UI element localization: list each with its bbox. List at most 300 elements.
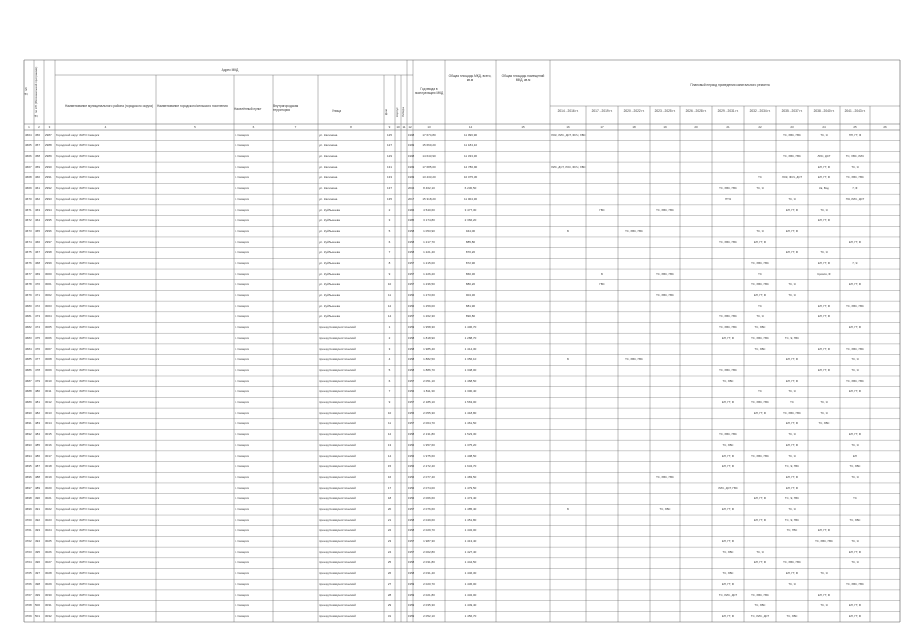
cell-y1: Б	[567, 506, 569, 511]
cell-y8: ЕП, ГТ, Ф	[785, 421, 799, 426]
cell-reg: 495	[35, 549, 41, 554]
cell-area: 2 185,10	[423, 400, 435, 405]
cell-y6: ЛИС, ДСТ, ГВС	[718, 485, 738, 490]
cell-house: 28	[387, 592, 392, 597]
cell-num: 4706	[25, 581, 32, 586]
column-number: 19	[663, 124, 667, 129]
cell-mun: Городской округ ЗАТО Северск	[56, 592, 100, 597]
cell-y10: ТС	[853, 496, 857, 501]
header-locality: Населённый пункт	[234, 107, 262, 111]
cell-y7: ЕП, ГТ, Ф	[753, 239, 767, 244]
cell-y7: ТС	[758, 303, 762, 308]
header-letter-text: Литера	[401, 107, 405, 117]
year-period-header: 2017 - 2019 гг.	[591, 109, 613, 113]
cell-num: 4683	[25, 335, 32, 340]
cell-reg: 478	[35, 367, 41, 372]
cell-mun: Городской округ ЗАТО Северск	[56, 603, 100, 608]
cell-y6: ТС, ХВС	[722, 571, 734, 576]
cell-street: проезд Коммунистический	[319, 581, 356, 586]
cell-loc: г. Северск	[235, 207, 249, 212]
cell-id: 3022	[45, 506, 52, 511]
cell-house: 131	[386, 164, 392, 169]
cell-area: 1 262,30	[423, 314, 435, 319]
cell-y6: ТС, ХВС, ГВС	[719, 314, 737, 319]
cell-area: 2 049,60	[423, 517, 435, 522]
cell-y8: ЕП, ГТ, Ф	[785, 357, 799, 362]
header-corpus	[395, 100, 400, 124]
cell-num: 4703	[25, 549, 32, 554]
cell-reg: 464	[35, 218, 41, 223]
header-address-group: Адрес МКД	[221, 68, 239, 72]
cell-y10: ТС, ХВС	[849, 517, 861, 522]
cell-year: 1957	[408, 506, 415, 511]
cell-reg: 462	[35, 196, 41, 201]
cell-mun: Городской округ ЗАТО Северск	[56, 464, 100, 469]
cell-y8: ТС, Э	[788, 196, 796, 201]
cell-y9: Кв, Вод	[819, 186, 829, 191]
cell-street: ул. Куйбышева	[319, 282, 340, 287]
cell-y10: ТС, ХВС, ГВС	[846, 581, 864, 586]
cell-mun: Городской округ ЗАТО Северск	[56, 378, 100, 383]
cell-street: проезд Коммунистический	[319, 346, 356, 351]
cell-y6: ТС, ХВС, ГВС	[719, 367, 737, 372]
cell-street: проезд Коммунистический	[319, 613, 356, 618]
cell-year: 1957	[408, 282, 415, 287]
cell-area: 1 053,90	[423, 228, 435, 233]
cell-y10: ЕП, ГТ, Ф	[848, 325, 862, 330]
cell-loc: г. Северск	[235, 260, 249, 265]
cell-reg: 468	[35, 260, 41, 265]
cell-y9: Кровля, Ф	[817, 271, 831, 276]
cell-y7: ТС, ХВС, ГВС	[751, 400, 769, 405]
cell-house: 23	[387, 539, 392, 544]
cell-area: 1 886,70	[423, 367, 435, 372]
cell-house: 1	[388, 325, 391, 330]
cell-loc: г. Северск	[235, 293, 249, 298]
cell-reg: 493	[35, 528, 41, 533]
cell-id: 3018	[45, 464, 52, 469]
cell-area2: 1 473,40	[464, 496, 477, 501]
cell-loc: г. Северск	[235, 389, 249, 394]
cell-y7: ТС, ХВС, ГВС	[751, 453, 769, 458]
cell-year: 1957	[408, 378, 415, 383]
header-funds: Общая площадь помещений МКД, кв.м	[501, 74, 545, 82]
cell-street: проезд Коммунистический	[319, 560, 356, 565]
cell-id: 3029	[45, 581, 52, 586]
cell-y10: ЕП, ГТ, Ф	[848, 613, 862, 618]
cell-loc: г. Северск	[235, 400, 249, 405]
year-period-header: 2038 - 2040 гг.	[813, 109, 835, 113]
cell-mun: Городской округ ЗАТО Северск	[56, 186, 100, 191]
cell-y2: Б	[601, 271, 603, 276]
cell-year: 1958	[408, 250, 415, 255]
cell-num: 4668	[25, 175, 32, 180]
cell-num: 4685	[25, 357, 32, 362]
cell-loc: г. Северск	[235, 271, 249, 276]
year-period-header: 2023 - 2025 гг.	[654, 109, 676, 113]
cell-street: проезд Коммунистический	[319, 464, 356, 469]
cell-y9: ТС, Э	[820, 603, 828, 608]
cell-id: 2999	[45, 260, 52, 265]
cell-id: 2997	[45, 239, 52, 244]
cell-id: 3005	[45, 325, 52, 330]
cell-num: 4690	[25, 410, 32, 415]
cell-area2: 1 432,00	[464, 592, 477, 597]
cell-loc: г. Северск	[235, 367, 249, 372]
cell-num: 4669	[25, 186, 32, 191]
cell-y9: ТС, ХВС	[818, 421, 830, 426]
cell-house: 7	[388, 389, 391, 394]
cell-loc: г. Северск	[235, 228, 249, 233]
cell-area2: 1 406,70	[464, 325, 477, 330]
cell-area2: 870,20	[465, 250, 476, 255]
cell-street: ул. Куйбышева	[319, 260, 340, 265]
cell-loc: г. Северск	[235, 410, 249, 415]
cell-id: 3003	[45, 303, 52, 308]
cell-loc: г. Северск	[235, 175, 249, 180]
cell-area: 4 540,60	[423, 207, 435, 212]
cell-mun: Городской округ ЗАТО Северск	[56, 549, 100, 554]
year-period-header: 2032 - 2034 гг.	[749, 109, 771, 113]
header-num	[24, 60, 32, 124]
cell-y9: ТС, Э	[820, 400, 828, 405]
cell-house: 12	[387, 432, 392, 437]
cell-loc: г. Северск	[235, 506, 249, 511]
cell-num: 4708	[25, 603, 32, 608]
cell-area2: 2 366,20	[464, 218, 477, 223]
cell-y10: ТС, Э	[851, 539, 859, 544]
cell-y7: ТС, Э	[756, 549, 764, 554]
header-year: Год ввода в эксплуатацию МКД	[414, 87, 444, 95]
cell-house: 127	[386, 143, 392, 148]
column-number: 18	[632, 124, 636, 129]
cell-reg: 456	[35, 132, 41, 137]
cell-mun: Городской округ ЗАТО Северск	[56, 367, 100, 372]
column-number: 10	[396, 124, 400, 129]
cell-y4: ТС, ХВС, ГВС	[656, 271, 674, 276]
cell-loc: г. Северск	[235, 218, 249, 223]
cell-y8: ЛОК, ФСЧ, ДСТ	[781, 175, 803, 180]
cell-reg: 484	[35, 432, 41, 437]
cell-street: проезд Коммунистический	[319, 400, 356, 405]
cell-area2: 1 348,00	[464, 367, 477, 372]
cell-street: проезд Коммунистический	[319, 367, 356, 372]
cell-num: 4670	[25, 196, 32, 201]
cell-loc: г. Северск	[235, 432, 249, 437]
cell-loc: г. Северск	[235, 346, 249, 351]
column-number: 15	[521, 124, 525, 129]
cell-area2: 890,80	[465, 314, 476, 319]
cell-loc: г. Северск	[235, 453, 249, 458]
cell-num: 4675	[25, 250, 32, 255]
cell-y8: ТС, Э, ГВС	[784, 496, 800, 501]
cell-year: 1958	[408, 432, 415, 437]
cell-year: 1985	[408, 218, 415, 223]
cell-y7: ЕП, ГТ, Ф	[753, 517, 767, 522]
cell-area: 1 985,40	[423, 346, 435, 351]
cell-street: проезд Коммунистический	[319, 603, 356, 608]
cell-id: 3001	[45, 282, 52, 287]
cell-loc: г. Северск	[235, 132, 249, 137]
cell-area2: 1 408,50	[464, 453, 477, 458]
cell-area: 2 076,60	[423, 506, 435, 511]
cell-mun: Городской округ ЗАТО Северск	[56, 506, 100, 511]
cell-y7: ЕП, ГТ, Ф	[753, 496, 767, 501]
cell-loc: г. Северск	[235, 474, 249, 479]
cell-street: проезд Коммунистический	[319, 592, 356, 597]
cell-id: 2990	[45, 164, 52, 169]
cell-year: 1958	[408, 346, 415, 351]
cell-area: 1 818,90	[423, 335, 435, 340]
cell-area2: 1 414,30	[464, 346, 477, 351]
cell-reg: 497	[35, 571, 41, 576]
cell-area: 13 433,20	[422, 175, 436, 180]
cell-reg: 498	[35, 581, 41, 586]
cell-y9: ТС, Э	[820, 571, 828, 576]
cell-area2: 1 444,50	[464, 560, 477, 565]
cell-mun: Городской округ ЗАТО Северск	[56, 357, 100, 362]
cell-reg: 461	[35, 186, 41, 191]
cell-house: 16	[387, 474, 392, 479]
cell-mun: Городской округ ЗАТО Северск	[56, 613, 100, 618]
cell-y8: ТС, Э	[788, 432, 796, 437]
cell-house: 129	[386, 154, 392, 159]
cell-num: 4681	[25, 314, 32, 319]
cell-reg: 499	[35, 592, 41, 597]
cell-mun: Городской округ ЗАТО Северск	[56, 196, 100, 201]
cell-loc: г. Северск	[235, 282, 249, 287]
cell-area2: 3 477,30	[464, 207, 477, 212]
cell-loc: г. Северск	[235, 592, 249, 597]
cell-area2: 885,80	[465, 239, 476, 244]
cell-id: 3004	[45, 314, 52, 319]
cell-reg: 482	[35, 410, 41, 415]
cell-loc: г. Северск	[235, 335, 249, 340]
cell-y8: ЕП, ГТ, Ф	[785, 250, 799, 255]
cell-y8: ТС	[790, 400, 794, 405]
cell-year: 1959	[408, 603, 415, 608]
cell-loc: г. Северск	[235, 154, 249, 159]
cell-y6: ТС, ХВС, ГВС	[719, 239, 737, 244]
cell-y8: ЕП, ГТ, Ф	[785, 378, 799, 383]
cell-y9: ТС, Э	[820, 410, 828, 415]
cell-y10: ЕП, ГТ, Ф	[848, 432, 862, 437]
cell-house: 135	[386, 196, 392, 201]
cell-y9: ЕП, ГТ, Ф	[817, 175, 831, 180]
cell-year: 1999	[408, 175, 415, 180]
cell-y8: ТС, ХВС, ГВС	[783, 410, 801, 415]
cell-area2: 1 451,80	[464, 517, 477, 522]
cell-mun: Городской округ ЗАТО Северск	[56, 132, 100, 137]
column-number: 4	[104, 124, 107, 129]
cell-house: 2	[388, 207, 391, 212]
cell-house: 29	[387, 603, 392, 608]
cell-mun: Городской округ ЗАТО Северск	[56, 421, 100, 426]
cell-y8: ТС, Э, ГВС	[784, 517, 800, 522]
cell-reg: 486	[35, 453, 41, 458]
cell-id: 3025	[45, 539, 52, 544]
cell-area: 2 052,10	[423, 613, 435, 618]
cell-street: проезд Коммунистический	[319, 378, 356, 383]
cell-mun: Городской округ ЗАТО Северск	[56, 303, 100, 308]
cell-street: проезд Коммунистический	[319, 410, 356, 415]
cell-y9: ЕП, ГТ, Ф	[817, 367, 831, 372]
cell-y7: ТС, ХВС	[754, 325, 766, 330]
cell-num: 4687	[25, 378, 32, 383]
cell-y10: ТС, ХВС, ЛИС	[845, 154, 865, 159]
cell-y4: ТС, ХВС	[659, 506, 671, 511]
cell-id: 3027	[45, 560, 52, 565]
cell-year: 1957	[408, 400, 415, 405]
cell-y9: ЕП, ГТ, Ф	[817, 592, 831, 597]
cell-num: 4694	[25, 453, 32, 458]
cell-id: 3013	[45, 410, 52, 415]
cell-loc: г. Северск	[235, 539, 249, 544]
year-period-header: 2026 - 2028 гг.	[685, 109, 707, 113]
cell-y8: ТС, ХВС, ГВС	[783, 154, 801, 159]
cell-y8: ТС, ХВС, ГВС	[783, 132, 801, 137]
cell-street: ул. Калинина	[319, 132, 338, 137]
cell-y10: Г, Ф	[852, 186, 858, 191]
cell-loc: г. Северск	[235, 571, 249, 576]
cell-y8: ЕП, ГТ, Ф	[785, 571, 799, 576]
cell-area2: 11 333,30	[463, 154, 478, 159]
cell-year: 1956	[408, 464, 415, 469]
cell-reg: 485	[35, 442, 41, 447]
cell-y7: ТС, ХВС, ГВС	[751, 592, 769, 597]
cell-id: 2991	[45, 175, 52, 180]
cell-year: 1956	[408, 442, 415, 447]
cell-loc: г. Северск	[235, 378, 249, 383]
cell-y7: ТС, Э	[756, 186, 764, 191]
cell-y7: ЕП, ГТ, Ф	[753, 410, 767, 415]
column-number: 11	[402, 124, 406, 129]
cell-mun: Городской округ ЗАТО Северск	[56, 432, 100, 437]
cell-area: 2 055,30	[423, 410, 435, 415]
cell-area: 2 035,30	[423, 603, 435, 608]
cell-area: 3 174,80	[423, 218, 435, 223]
cell-year: 1958	[408, 517, 415, 522]
cell-area2: 10 075,30	[463, 175, 478, 180]
cell-street: проезд Коммунистический	[319, 357, 356, 362]
cell-area: 2 051,10	[423, 378, 435, 383]
year-period-header: 2029 - 2031 гг.	[717, 109, 739, 113]
cell-reg: 457	[35, 143, 41, 148]
cell-house: 12	[387, 303, 392, 308]
cell-mun: Городской округ ЗАТО Северск	[56, 250, 100, 255]
column-number: 23	[790, 124, 794, 129]
cell-area: 2 066,60	[423, 496, 435, 501]
cell-area2: 1 418,80	[464, 410, 477, 415]
cell-house: 11	[387, 293, 392, 298]
column-number: 17	[600, 124, 604, 129]
cell-year: 1958	[408, 335, 415, 340]
cell-reg: 487	[35, 464, 41, 469]
cell-area: 1 957,60	[423, 442, 435, 447]
cell-y6: ЕП, ГТ, Ф	[721, 539, 735, 544]
cell-mun: Городской округ ЗАТО Северск	[56, 496, 100, 501]
cell-num: 4707	[25, 592, 32, 597]
cell-y4: ТС, ХВС, ГВС	[656, 474, 674, 479]
cell-house: 25	[387, 560, 392, 565]
column-number: 12	[408, 124, 412, 129]
cell-area2: 12 780,90	[463, 164, 478, 169]
cell-y7: ТС	[758, 389, 762, 394]
cell-y10: ТС, Э	[851, 560, 859, 565]
cell-area: 15 660,20	[422, 143, 436, 148]
cell-y7: ТС, ХВС	[754, 346, 766, 351]
cell-id: 3026	[45, 549, 52, 554]
cell-y8: ЕП, ГТ, Ф	[785, 442, 799, 447]
cell-year: 2017	[408, 196, 415, 201]
cell-house: 7	[388, 250, 391, 255]
cell-reg: 489	[35, 485, 41, 490]
cell-house: 31	[387, 613, 392, 618]
cell-id: 3030	[45, 592, 52, 597]
cell-y9: ТС, Э	[820, 250, 828, 255]
cell-id: 2988	[45, 143, 52, 148]
cell-area: 1 221,40	[423, 250, 435, 255]
cell-y2: ГВС	[599, 282, 605, 287]
cell-y9: ЕП, ГТ, Ф	[817, 314, 831, 319]
cell-house: 2	[388, 335, 391, 340]
cell-house: 10	[387, 282, 392, 287]
cell-area: 2 064,70	[423, 421, 435, 426]
cell-y10: ТС, ХВС	[849, 464, 861, 469]
column-number: 13	[427, 124, 431, 129]
cell-year: 1958	[408, 228, 415, 233]
cell-num: 4699	[25, 506, 32, 511]
cell-area2: 1 479,50	[464, 485, 477, 490]
column-number: 26	[883, 124, 887, 129]
cell-y6: ЕП, ГТ, Ф	[721, 506, 735, 511]
cell-y9: ЕП, ГТ, Ф	[817, 164, 831, 169]
cell-house: 14	[387, 453, 392, 458]
cell-num: 4693	[25, 442, 32, 447]
cell-year: 1959	[408, 613, 415, 618]
cell-num: 4665	[25, 143, 32, 148]
cell-loc: г. Северск	[235, 549, 249, 554]
column-number: 5	[194, 124, 196, 129]
cell-year: 1958	[408, 357, 415, 362]
cell-y9: ТС, Э	[820, 207, 828, 212]
cell-year: 1957	[408, 539, 415, 544]
cell-street: проезд Коммунистический	[319, 549, 356, 554]
cell-year: 1955	[408, 410, 415, 415]
cell-id: 3016	[45, 442, 52, 447]
cell-area2: 1 449,40	[464, 603, 477, 608]
cell-year: 1958	[408, 239, 415, 244]
cell-y7: ТС, Э	[756, 228, 764, 233]
cell-year: 1959	[408, 581, 415, 586]
cell-year: 1999	[408, 164, 415, 169]
cell-house: 10	[387, 410, 392, 415]
cell-street: проезд Коммунистический	[319, 453, 356, 458]
cell-y6: ТС, ЛИС, ДСТ	[718, 592, 738, 597]
year-period-header: 2035 - 2037 гг.	[781, 109, 803, 113]
year-period-header: 2041 - 2043 гг.	[844, 109, 866, 113]
cell-mun: Городской округ ЗАТО Северск	[56, 228, 100, 233]
column-number: 24	[822, 124, 826, 129]
cell-street: ул. Куйбышева	[319, 218, 340, 223]
cell-mun: Городской округ ЗАТО Северск	[56, 346, 100, 351]
cell-area2: 1 413,40	[464, 539, 477, 544]
cell-area: 2 074,00	[423, 485, 435, 490]
header-area: Общая площадь МКД, всего, кв.м	[448, 74, 492, 82]
cell-y8: ТС, Э, ГВС	[784, 464, 800, 469]
cell-mun: Городской округ ЗАТО Северск	[56, 442, 100, 447]
cell-y10: ТС, Э	[851, 164, 859, 169]
